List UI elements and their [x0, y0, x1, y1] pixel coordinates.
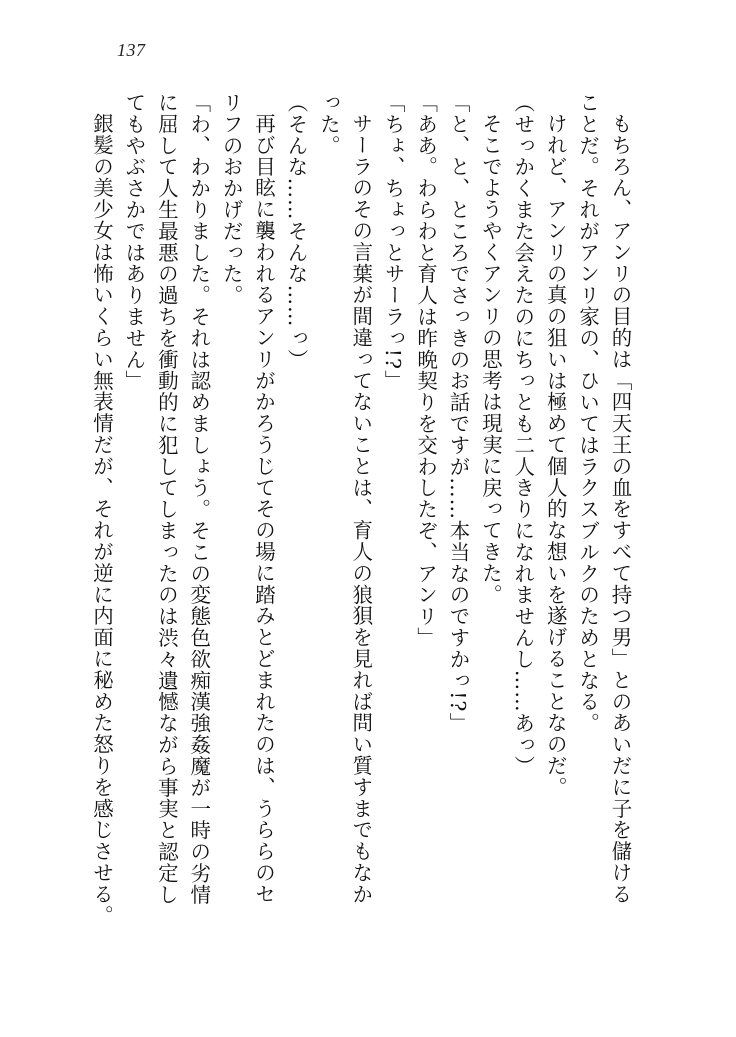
text-line: リフのおかげだった。 [219, 92, 244, 306]
text-line: に屈して人生最悪の過ちを衝動的に犯してしまったのは渋々遺憾ながら事実と認定し [154, 92, 179, 906]
text-line: サーラのその言葉が間違ってないことは、育人の狼狽を見れば問い質すまでもなか [348, 112, 373, 905]
text-line: 「と、と、ところでさっきのお話ですが……本当なのですかっ!?」 [445, 92, 470, 734]
text-line: 「ああ。わらわと育人は昨晩契りを交わしたぞ、アンリ」 [413, 92, 438, 649]
text-line: 「わ、わかりました。それは認めましょう。そこの変態色欲痴漢強姦魔が一時の劣情 [186, 92, 211, 906]
text-line: （そんな……そんな……っ） [283, 92, 308, 371]
page-number: 137 [117, 40, 146, 60]
text-line: （せっかくまた会えたのにちっとも二人きりになれませんし……あっ） [510, 92, 535, 777]
body-text [85, 92, 636, 992]
text-line: 「ちょ、ちょっとサーラっ!?」 [381, 92, 406, 392]
text-line: 銀髪の美少女は怖いくらい無表情だが、それが逆に内面に秘めた怒りを感じさせる。 [89, 112, 114, 926]
text-line: けれど、アンリの真の狙いは極めて個人的な想いを遂げることなのだ。 [543, 112, 568, 798]
text-line: そこでようやくアンリの思考は現実に戻ってきた。 [478, 112, 503, 605]
text-line: もちろん、アンリの目的は「四天王の血をすべて持つ男」とのあいだに子を儲ける [608, 112, 632, 905]
text-line: った。 [316, 92, 341, 157]
text-line: てもやぶさかではありません」 [121, 92, 146, 392]
text-line: 再び目眩に襲われるアンリがかろうじてその場に踏みとどまれたのは、うららのセ [251, 112, 276, 905]
text-line: ことだ。それがアンリ家の、ひいてはラクスブルクのためとなる。 [575, 92, 600, 734]
